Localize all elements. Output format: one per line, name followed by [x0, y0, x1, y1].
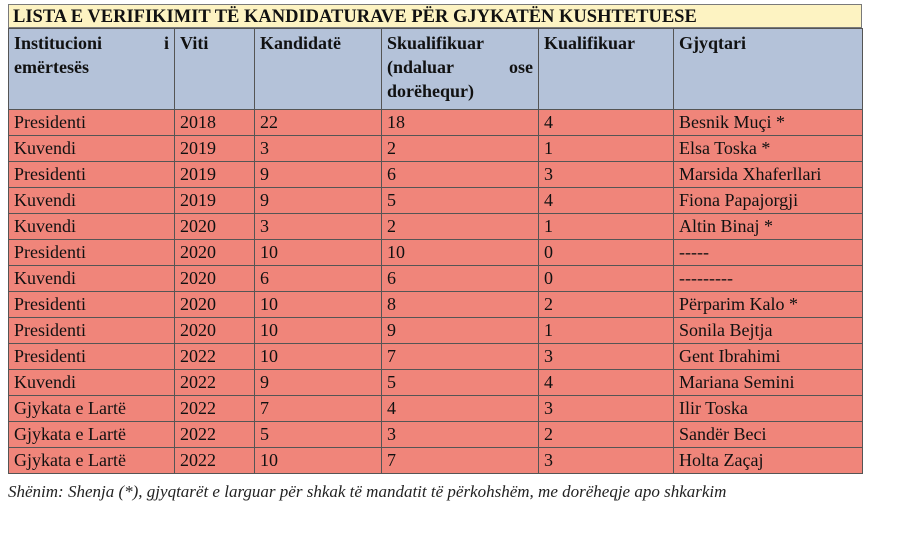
cell-institution: Presidenti [9, 162, 175, 188]
cell-institution: Presidenti [9, 318, 175, 344]
cell-disqualified: 18 [382, 110, 539, 136]
cell-judge: Sandër Beci [674, 422, 863, 448]
cell-qualified: 3 [539, 448, 674, 474]
cell-year: 2022 [175, 422, 255, 448]
cell-year: 2022 [175, 344, 255, 370]
cell-disqualified: 3 [382, 422, 539, 448]
table-row [9, 214, 863, 240]
header-qualified [539, 29, 674, 110]
cell-year: 2018 [175, 110, 255, 136]
cell-qualified: 3 [539, 162, 674, 188]
cell-institution: Kuvendi [9, 266, 175, 292]
cell-disqualified: 9 [382, 318, 539, 344]
table-row [9, 292, 863, 318]
cell-judge: Holta Zaçaj [674, 448, 863, 474]
header-disqualified-line3: dorëhequr) [387, 81, 474, 101]
header-year [175, 29, 255, 110]
cell-judge: Sonila Bejtja [674, 318, 863, 344]
cell-candidates: 10 [255, 448, 382, 474]
cell-institution: Kuvendi [9, 370, 175, 396]
cell-year: 2020 [175, 292, 255, 318]
cell-disqualified: 2 [382, 136, 539, 162]
cell-qualified: 2 [539, 292, 674, 318]
header-judge [674, 29, 863, 110]
cell-judge: Elsa Toska * [674, 136, 863, 162]
header-disqualified [382, 29, 539, 110]
cell-judge: Ilir Toska [674, 396, 863, 422]
cell-candidates: 10 [255, 318, 382, 344]
header-candidates [255, 29, 382, 110]
cell-qualified: 3 [539, 344, 674, 370]
cell-judge: Përparim Kalo * [674, 292, 863, 318]
cell-institution: Kuvendi [9, 188, 175, 214]
cell-candidates: 10 [255, 344, 382, 370]
table-row [9, 344, 863, 370]
cell-disqualified: 7 [382, 344, 539, 370]
cell-year: 2019 [175, 188, 255, 214]
cell-year: 2020 [175, 240, 255, 266]
cell-disqualified: 5 [382, 370, 539, 396]
cell-institution: Presidenti [9, 240, 175, 266]
table-row [9, 448, 863, 474]
table-row [9, 396, 863, 422]
cell-candidates: 10 [255, 292, 382, 318]
cell-disqualified: 7 [382, 448, 539, 474]
cell-qualified: 4 [539, 188, 674, 214]
header-institution-line1: Institucioni i [14, 33, 169, 53]
cell-qualified: 0 [539, 240, 674, 266]
cell-institution: Gjykata e Lartë [9, 448, 175, 474]
cell-disqualified: 5 [382, 188, 539, 214]
cell-institution: Kuvendi [9, 214, 175, 240]
cell-judge: Marsida Xhaferllari [674, 162, 863, 188]
header-institution-line2: emërtesës [14, 57, 89, 77]
cell-institution: Presidenti [9, 344, 175, 370]
table-row [9, 162, 863, 188]
table-row [9, 318, 863, 344]
cell-qualified: 0 [539, 266, 674, 292]
table-row [9, 136, 863, 162]
header-disqualified-line1: Skualifikuar [387, 33, 485, 53]
table-body [9, 110, 863, 474]
header-year-label: Viti [180, 33, 209, 53]
cell-institution: Presidenti [9, 292, 175, 318]
cell-disqualified: 2 [382, 214, 539, 240]
cell-year: 2022 [175, 448, 255, 474]
header-judge-label: Gjyqtari [679, 33, 746, 53]
table-title: LISTA E VERIFIKIMIT TË KANDIDATURAVE PËR GJYKATËN KUSHTETUESE [8, 4, 862, 28]
table-header [9, 29, 863, 110]
cell-candidates: 3 [255, 214, 382, 240]
table-row [9, 422, 863, 448]
cell-year: 2020 [175, 318, 255, 344]
table-row [9, 266, 863, 292]
cell-judge: ----- [674, 240, 863, 266]
cell-institution: Gjykata e Lartë [9, 422, 175, 448]
cell-candidates: 5 [255, 422, 382, 448]
cell-year: 2019 [175, 162, 255, 188]
cell-candidates: 9 [255, 162, 382, 188]
table-row [9, 110, 863, 136]
cell-judge: Mariana Semini [674, 370, 863, 396]
cell-judge: Gent Ibrahimi [674, 344, 863, 370]
cell-candidates: 6 [255, 266, 382, 292]
cell-qualified: 4 [539, 370, 674, 396]
cell-candidates: 10 [255, 240, 382, 266]
cell-candidates: 7 [255, 396, 382, 422]
cell-year: 2020 [175, 266, 255, 292]
cell-qualified: 1 [539, 318, 674, 344]
cell-judge: Besnik Muçi * [674, 110, 863, 136]
cell-year: 2022 [175, 370, 255, 396]
cell-institution: Presidenti [9, 110, 175, 136]
cell-qualified: 4 [539, 110, 674, 136]
cell-institution: Kuvendi [9, 136, 175, 162]
cell-judge: Fiona Papajorgji [674, 188, 863, 214]
cell-qualified: 2 [539, 422, 674, 448]
cell-candidates: 22 [255, 110, 382, 136]
header-qualified-label: Kualifikuar [544, 33, 636, 53]
cell-candidates: 9 [255, 188, 382, 214]
cell-disqualified: 10 [382, 240, 539, 266]
cell-candidates: 3 [255, 136, 382, 162]
cell-disqualified: 6 [382, 266, 539, 292]
table-row [9, 240, 863, 266]
cell-candidates: 9 [255, 370, 382, 396]
cell-disqualified: 8 [382, 292, 539, 318]
table-footnote: Shënim: Shenja (*), gjyqtarët e larguar për shkak të mandatit të përkohshëm, me dorëheqje apo shkarkim [8, 482, 727, 501]
cell-disqualified: 6 [382, 162, 539, 188]
candidates-table [8, 28, 863, 474]
cell-qualified: 3 [539, 396, 674, 422]
cell-institution: Gjykata e Lartë [9, 396, 175, 422]
cell-disqualified: 4 [382, 396, 539, 422]
header-candidates-label: Kandidatë [260, 33, 342, 53]
table-row [9, 370, 863, 396]
cell-judge: --------- [674, 266, 863, 292]
cell-year: 2020 [175, 214, 255, 240]
cell-year: 2019 [175, 136, 255, 162]
candidates-table-container [8, 4, 862, 474]
cell-judge: Altin Binaj * [674, 214, 863, 240]
table-row [9, 188, 863, 214]
header-institution [9, 29, 175, 110]
header-row [9, 29, 863, 110]
header-disqualified-line2: (ndaluar ose [387, 57, 533, 77]
cell-qualified: 1 [539, 136, 674, 162]
cell-qualified: 1 [539, 214, 674, 240]
cell-year: 2022 [175, 396, 255, 422]
